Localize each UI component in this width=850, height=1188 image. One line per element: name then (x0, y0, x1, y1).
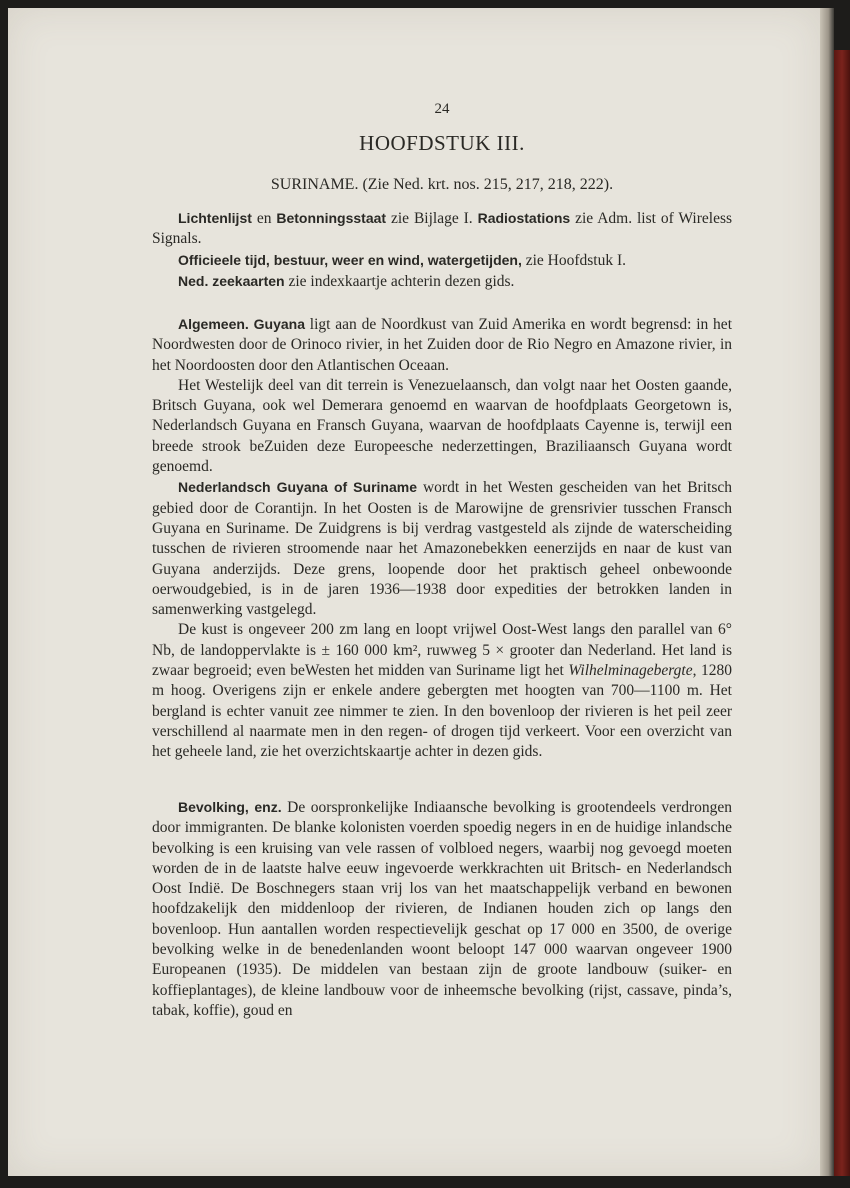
section-heading: Algemeen. (178, 316, 249, 332)
algemeen-paragraph-2: Het Westelijk deel van dit terrein is Venezuelaansch, dan volgt naar het Oosten gaande, Britsch Guyana, ook wel Demerara genoemd en waarvan de hoofdplaats Georgetown is, Nederlandsch Guyana en Fransch Guyana, waarvan de hoofdplaats Cayenne is, terwijl een breede strook beZuiden deze Europeesche nederzettingen, Braziliaansch Guyana wordt genoemd. (152, 376, 732, 476)
chapter-title: HOOFDSTUK III. (359, 131, 525, 155)
page-number: 24 (434, 101, 450, 117)
section-heading: Bevolking, enz. (178, 799, 282, 815)
section-algemeen (152, 314, 732, 763)
bevolking-paragraph: Bevolking, enz. De oorspronkelijke Indiaansche bevolking is grootendeels verdrongen door immigranten. De blanke kolonisten voerden spoedig negers in en de huidige inlandsche bevolking is een kruising van vele rassen of volbloed negers, waarbij nog gevoegd moeten worden de in de laatste halve eeuw ingevoerde werkkrachten uit Britsch- en Nederlandsch Oost Indië. De Boschnegers staan vrij los van het maatschappelijk verband en bewonen hoofdzakelijk den middenloop der rivieren, de Indianen houden zich op langs den bovenloop. Hun aantallen worden respectievelijk geschat op 17 000 en 3500, de overige bevolking welke in de benedenlanden woont beloopt 147 000 waarvan ongeveer 1900 Europeanen (1935). De middelen van bestaan zijn de groote landbouw (suiker- en koffieplantages), de kleine landbouw voor de inheemsche bevolking (rijst, cassave, pinda’s, tabak, koffie), goud en (152, 799, 732, 1019)
reference-lights-buoys: Lichtenlijst en Betonningsstaat zie Bijlage I. Radiostations zie Adm. list of Wireless Signals. (152, 210, 733, 248)
page-edge (820, 8, 834, 1176)
reference-official-time: Officieele tijd, bestuur, weer en wind, watergetijden, zie Hoofdstuk I. (178, 251, 627, 269)
algemeen-paragraph-1: Algemeen. Guyana ligt aan de Noordkust van Zuid Amerika en wordt begrensd: in het Noordwesten door de Orinoco rivier, in het Zuiden door de Rio Negro en Amazone rivier, in het Noordoosten door den Atlantischen Oceaan. (152, 316, 732, 374)
book-cover-edge (834, 50, 850, 1176)
reference-sea-charts: Ned. zeekaarten zie indexkaartje achterin dezen gids. (178, 272, 515, 290)
section-bevolking (152, 797, 732, 1021)
algemeen-paragraph-4: De kust is ongeveer 200 zm lang en loopt vrijwel Oost-West langs den parallel van 6° Nb, de landoppervlakte is ± 160 000 km², ruwweg 5 × grooter dan Nederland. Het land is zwaar begroeid; even beWesten het midden van Suriname ligt het Wilhelminagebergte, 1280 m hoog. Overigens zijn er enkele andere gebergten met hoogten van 700—1100 m. Het bergland is echter vanuit zee nimmer te zien. In den bovenloop der rivieren is het peil zeer verschillend al naarmate men in den regen- of drogen tijd verkeert. Voor een overzicht van het geheele land, zie het overzichtskaartje achter in dezen gids. (152, 621, 732, 761)
chapter-subtitle: SURINAME. (Zie Ned. krt. nos. 215, 217, 218, 222). (270, 176, 614, 193)
references-block (152, 208, 732, 292)
algemeen-paragraph-3: Nederlandsch Guyana of Suriname wordt in het Westen gescheiden van het Britsch gebied door de Corantijn. In het Oosten is de Marowijne de grensrivier tusschen Fransch Guyana en Suriname. De Zuidgrens is bij verdrag vastgesteld als zijnde de waterscheiding tusschen de rivieren stroomende naar het Amazonebekken eenerzijds en naar de kust van Guyana anderzijds. Deze grens, loopende door het praktisch geheel onbewoonde oerwoudgebied, is in de jaren 1936—1938 door expedities der betrokken landen in samenwerking vastgelegd. (152, 479, 732, 619)
